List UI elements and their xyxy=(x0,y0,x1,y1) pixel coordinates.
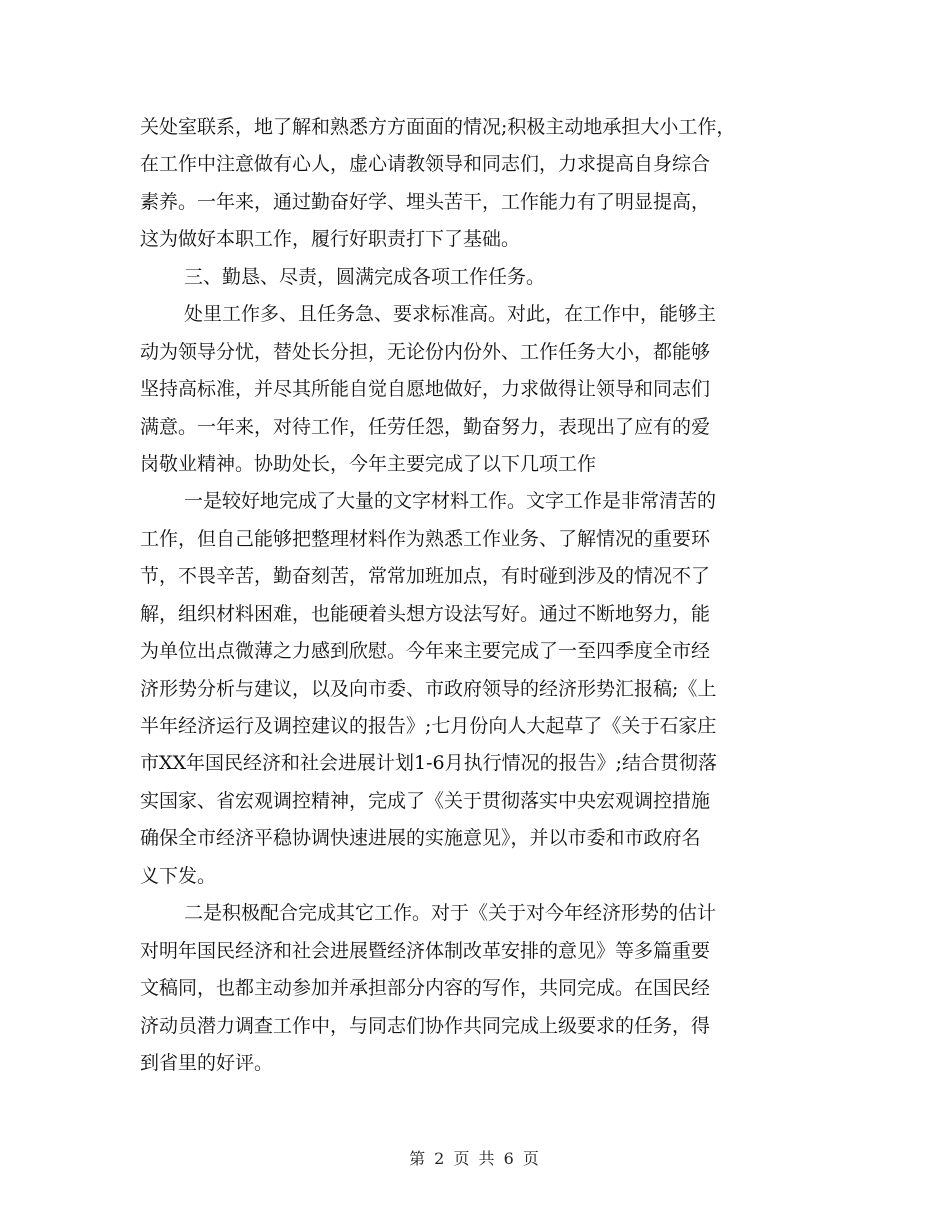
text-line: 半年经济运行及调控建议的报告》;七月份向人大起草了《关于石家庄 xyxy=(140,715,717,737)
text-line: 济形势分析与建议，以及向市委、市政府领导的经济形势汇报稿;《上 xyxy=(140,677,717,700)
section-heading: 三、勤恳、尽责，圆满完成各项工作任务。 xyxy=(184,265,546,288)
text-line: 素养。一年来，通过勤奋好学、埋头苦干，工作能力有了明显提高， xyxy=(140,190,711,213)
text-line: 岗敬业精神。协助处长，今年主要完成了以下几项工作 xyxy=(140,452,597,475)
page-number-footer: 第 2 页 共 6 页 xyxy=(409,1149,541,1168)
document-body xyxy=(140,109,820,1082)
text-line: 为单位出点微薄之力感到欣慰。今年来主要完成了一至四季度全市经 xyxy=(140,640,711,663)
text-line: 到省里的好评。 xyxy=(140,1051,274,1074)
text-line: 济动员潜力调查工作中，与同志们协作共同完成上级要求的任务，得 xyxy=(140,1014,711,1037)
text-line: 二是积极配合完成其它工作。对于《关于对今年经济形势的估计 xyxy=(184,902,717,925)
text-line: 节，不畏辛苦，勤奋刻苦，常常加班加点，有时碰到涉及的情况不了 xyxy=(140,565,711,588)
text-line: 动为领导分忧，替处长分担，无论份内份外、工作任务大小，都能够 xyxy=(140,340,711,363)
text-line: 坚持高标准，并尽其所能自觉自愿地做好，力求做得让领导和同志们 xyxy=(140,378,711,401)
text-line: 处里工作多、且任务急、要求标准高。对此，在工作中，能够主 xyxy=(184,303,717,326)
text-line: 在工作中注意做有心人，虚心请教领导和同志们，力求提高自身综合 xyxy=(140,153,711,176)
text-line: 文稿同，也都主动参加并承担部分内容的写作，共同完成。在国民经 xyxy=(140,977,711,1000)
text-line: 对明年国民经济和社会进展暨经济体制改革安排的意见》等多篇重要 xyxy=(140,939,711,962)
text-line: 解，组织材料困难，也能硬着头想方设法写好。通过不断地努力，能 xyxy=(140,602,711,625)
text-line: 满意。一年来，对待工作，任劳任怨，勤奋努力，表现出了应有的爱 xyxy=(140,415,711,438)
text-line: 这为做好本职工作，履行好职责打下了基础。 xyxy=(140,228,521,251)
text-line: 确保全市经济平稳协调快速进展的实施意见》，并以市委和市政府名 xyxy=(140,827,701,850)
text-line: 义下发。 xyxy=(140,864,217,887)
text-line: 关处室联系，地了解和熟悉方方面面的情况;积极主动地承担大小工作， xyxy=(140,116,736,138)
text-line: 实国家、省宏观调控精神，完成了《关于贯彻落实中央宏观调控措施 xyxy=(140,789,711,812)
text-line: 工作，但自己能够把整理材料作为熟悉工作业务、了解情况的重要环 xyxy=(140,527,711,550)
text-line: 市XX年国民经济和社会进展计划1-6月执行情况的报告》;结合贯彻落 xyxy=(140,752,718,775)
text-line: 一是较好地完成了大量的文字材料工作。文字工作是非常清苦的 xyxy=(184,490,717,513)
